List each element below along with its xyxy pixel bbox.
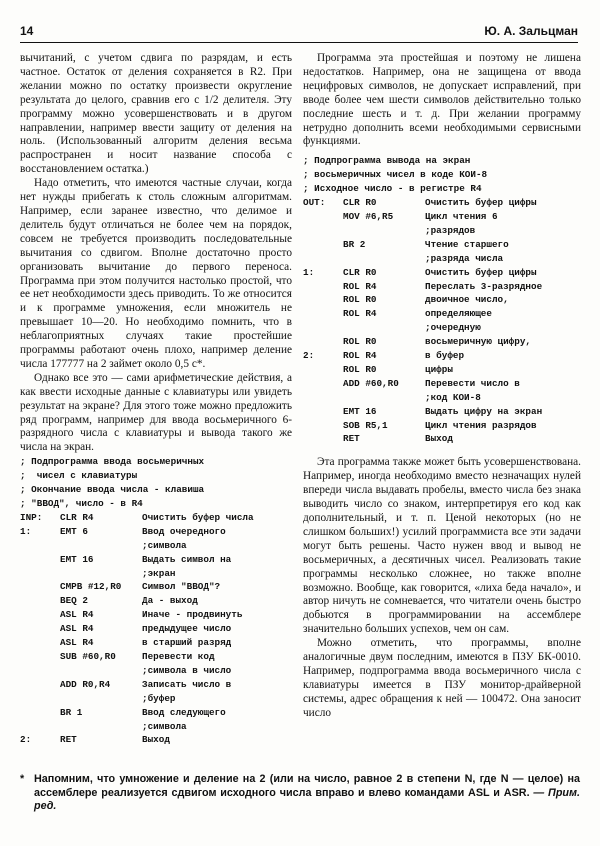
code-line bbox=[20, 622, 292, 636]
code-comment: ; Подпрограмма ввода восьмеричных bbox=[20, 456, 205, 468]
code-instruction: ASL R4 bbox=[60, 623, 94, 635]
code-line bbox=[303, 238, 581, 252]
code-instruction: ROL R4 bbox=[343, 350, 377, 362]
code-line-comment: двоичное число, bbox=[425, 294, 509, 306]
code-line bbox=[20, 608, 292, 622]
code-line bbox=[303, 321, 581, 335]
code-label bbox=[20, 664, 60, 678]
code-line bbox=[303, 196, 581, 210]
paragraph: Эта программа также может быть усовершенствована. Например, иногда необходимо вместо незначащих нулей впереди числа выдавать пробелы, вместо числа без знака выводить число со знаком, интерпретируя его код как дополнительный, и т. п. Ценой некоторых (но не слишком больших!) усилий программиста все эти задачи могут быть решены. Часто нужен ввод и вывод не восьмеричных, а десятичных чисел. Реализовать такие программы несколько сложнее, но также вполне возможно. Вообще, как говорится, «лиха беда начало», и автор ничуть не сомневается, что читатели очень быстро добьются в программировании на ассемблере значительно больших успехов, чем он сам. bbox=[303, 456, 581, 636]
code-instruction: BEQ 2 bbox=[60, 595, 88, 607]
code-line bbox=[303, 432, 581, 446]
code-line bbox=[303, 419, 581, 433]
code-line-comment: Выход bbox=[142, 734, 170, 746]
code-line-comment: Ввод очередного bbox=[142, 525, 226, 537]
code-instruction bbox=[60, 567, 142, 581]
left-column bbox=[20, 52, 292, 747]
code-line bbox=[20, 664, 292, 678]
footnote-text: Напомним, что умножение и деление на 2 (или на число, равное 2 в степени N, где N — целое) на ассемблере реализуется сдвигом исходного числа вправо и влево командами ASL и ASR. bbox=[34, 773, 580, 799]
code-line-comment: цифры bbox=[425, 363, 453, 375]
code-line-comment: ;символа bbox=[142, 720, 187, 732]
code-line-comment: Очистить буфер цифры bbox=[425, 266, 537, 278]
code-label bbox=[303, 210, 343, 224]
code-instruction: BR 2 bbox=[343, 238, 366, 250]
code-label bbox=[303, 377, 343, 391]
code-line bbox=[303, 224, 581, 238]
code-line-comment: ;символа в число bbox=[142, 664, 232, 676]
code-line-comment: Чтение старшего bbox=[425, 238, 509, 250]
code-instruction: CMPB #12,R0 bbox=[60, 581, 122, 593]
code-line-comment: Иначе - продвинуть bbox=[142, 609, 243, 621]
code-label bbox=[303, 405, 343, 419]
code-instruction bbox=[60, 539, 142, 553]
code-line bbox=[20, 733, 292, 747]
code-line bbox=[303, 391, 581, 405]
code-label bbox=[303, 391, 343, 405]
code-instruction: EMT 16 bbox=[343, 405, 377, 417]
code-line-comment: Цикл чтения разрядов bbox=[425, 419, 537, 431]
code-line-comment: в старший разряд bbox=[142, 637, 232, 649]
code-instruction: SUB #60,R0 bbox=[60, 650, 116, 662]
code-label bbox=[303, 293, 343, 307]
paragraph: Однако все это — сами арифметические действия, а как ввести исходные данные с клавиатуры или увидеть результат на экране? Для этого тоже можно предложить ряд программ, например для ввода восьмеричного 6-разрядного числа с клавиатуры и вывода такого же числа на экран. bbox=[20, 371, 292, 454]
code-line-comment: Ввод следующего bbox=[142, 706, 226, 718]
code-line bbox=[20, 539, 292, 553]
code-line bbox=[303, 266, 581, 280]
code-label bbox=[303, 432, 343, 446]
code-line-comment: ;буфер bbox=[142, 692, 176, 704]
code-line bbox=[20, 650, 292, 664]
code-line-comment: ;экран bbox=[142, 567, 176, 579]
code-label bbox=[303, 224, 343, 238]
code-label: INP: bbox=[20, 511, 43, 523]
code-line bbox=[303, 349, 581, 363]
code-instruction: CLR R0 bbox=[343, 266, 377, 278]
code-instruction bbox=[343, 321, 425, 335]
code-instruction bbox=[60, 692, 142, 706]
code-instruction: RET bbox=[60, 734, 77, 746]
code-line bbox=[20, 567, 292, 581]
code-line bbox=[20, 692, 292, 706]
code-line bbox=[20, 636, 292, 650]
code-instruction: ROL R4 bbox=[343, 280, 377, 292]
code-instruction: CLR R4 bbox=[60, 511, 94, 523]
code-label bbox=[303, 321, 343, 335]
code-label bbox=[20, 608, 60, 622]
running-head: Ю. А. Зальцман bbox=[484, 24, 578, 38]
code-line bbox=[303, 377, 581, 391]
code-instruction: EMT 16 bbox=[60, 553, 94, 565]
footnote-body bbox=[34, 773, 580, 814]
paragraph: Надо отметить, что имеются частные случаи, когда нет нужды прибегать к столь сложным алгоритмам. Например, если заранее известно, что делимое и делитель будут отличаться не более чем на порядок, совсем не требуется производить последовательные вычитания со сдвигом. Вполне достаточно просто организовать вычитание до первого переноса. Программа при этом получится настолько простой, что ее нет необходимости здесь приводить. То же относится и к программе умножения, если множитель не превышает 10—20. Но необходимо помнить, что в неблагоприятных случаях такие простейшие программы работают очень плохо, например деление числа 177777 на 2 займет около 0,5 с*. bbox=[20, 177, 292, 370]
code-line-comment: определяющее bbox=[425, 308, 492, 320]
code-line bbox=[303, 335, 581, 349]
code-line bbox=[303, 293, 581, 307]
code-line bbox=[20, 594, 292, 608]
code-instruction bbox=[343, 391, 425, 405]
code-line-comment: восьмеричную цифру, bbox=[425, 336, 532, 348]
code-instruction bbox=[343, 224, 425, 238]
code-line-comment: в буфер bbox=[425, 350, 465, 362]
code-line-comment: Цикл чтения 6 bbox=[425, 210, 498, 222]
code-line-comment: Перевести число в bbox=[425, 377, 520, 389]
code-instruction: CLR R0 bbox=[343, 197, 377, 209]
code-instruction: ROL R0 bbox=[343, 294, 377, 306]
code-label bbox=[20, 567, 60, 581]
code-comment: ; Окончание ввода числа - клавиша bbox=[20, 484, 205, 496]
code-label bbox=[303, 252, 343, 266]
code-label bbox=[20, 650, 60, 664]
code-label bbox=[20, 622, 60, 636]
code-line-comment: ;разряда числа bbox=[425, 252, 504, 264]
code-listing-input bbox=[20, 455, 292, 747]
header-rule bbox=[20, 42, 578, 43]
code-line bbox=[20, 580, 292, 594]
code-instruction: ASL R4 bbox=[60, 637, 94, 649]
code-label bbox=[303, 307, 343, 321]
code-comment: ; Подпрограмма вывода на экран bbox=[303, 155, 471, 167]
code-instruction: ASL R4 bbox=[60, 609, 94, 621]
code-line bbox=[20, 706, 292, 720]
code-instruction: BR 1 bbox=[60, 706, 83, 718]
code-label bbox=[20, 678, 60, 692]
paragraph: вычитаний, с учетом сдвига по разрядам, и есть частное. Остаток от деления сохраняется в R2. При желании можно по остатку произвести округление результата до целого, сравнив его с 1/2 делителя. Эту программу можно усовершенствовать и в другом направлении, например ввести защиту от деления на ноль. (Использованный алгоритм деления весьма распространен и носит название способа с восстановлением остатка.) bbox=[20, 52, 292, 176]
code-instruction: ROL R4 bbox=[343, 308, 377, 320]
code-instruction: ADD #60,R0 bbox=[343, 377, 399, 389]
code-line-comment: Выдать цифру на экран bbox=[425, 405, 543, 417]
code-line bbox=[20, 720, 292, 734]
code-line bbox=[303, 405, 581, 419]
right-column bbox=[303, 52, 581, 721]
code-line-comment: Да - выход bbox=[142, 595, 198, 607]
code-instruction: ROL R0 bbox=[343, 363, 377, 375]
code-label bbox=[303, 419, 343, 433]
code-instruction: SOB R5,1 bbox=[343, 419, 388, 431]
code-comment: ; восьмеричных чисел в коде КОИ-8 bbox=[303, 169, 488, 181]
code-line bbox=[303, 252, 581, 266]
code-line-comment: Очистить буфер числа bbox=[142, 511, 254, 523]
code-line-comment: Выход bbox=[425, 433, 453, 445]
page-header bbox=[20, 24, 578, 42]
code-line-comment: ;очередную bbox=[425, 322, 481, 334]
code-instruction: ADD R0,R4 bbox=[60, 678, 111, 690]
code-label bbox=[303, 363, 343, 377]
code-label: 2: bbox=[303, 350, 315, 362]
code-line bbox=[303, 280, 581, 294]
code-instruction bbox=[60, 664, 142, 678]
footnote bbox=[20, 773, 580, 814]
code-instruction: MOV #6,R5 bbox=[343, 210, 394, 222]
code-instruction bbox=[60, 720, 142, 734]
footnote-marker: * bbox=[20, 773, 25, 785]
code-line-comment: ;код КОИ-8 bbox=[425, 391, 481, 403]
code-label bbox=[303, 335, 343, 349]
code-line bbox=[303, 363, 581, 377]
code-label: OUT: bbox=[303, 197, 326, 209]
code-label bbox=[20, 636, 60, 650]
code-instruction: EMT 6 bbox=[60, 525, 88, 537]
paragraph: Программа эта простейшая и поэтому не лишена недостатков. Например, она не защищена от ввода нецифровых символов, не допускает исправлений, при вводе более чем шести символов действительно только последние шесть и т. д. При желании программу нетрудно дополнить всеми необходимыми сервисными функциями. bbox=[303, 52, 581, 148]
code-label bbox=[20, 720, 60, 734]
code-label bbox=[20, 539, 60, 553]
paragraph: Можно отметить, что программы, вполне аналогичные двум последним, имеются в ПЗУ БК-0010. Например, подпрограмма ввода восьмеричного числа с клавиатуры имеется в ПЗУ монитор-драйверной системы, адрес обращения к ней — 100472. Она заносит число bbox=[303, 637, 581, 719]
code-label: 1: bbox=[20, 525, 32, 537]
footnote-editor-note: — Прим. ред. bbox=[34, 786, 581, 813]
code-line bbox=[20, 553, 292, 567]
code-line bbox=[303, 210, 581, 224]
code-comment: ; чисел с клавиатуры bbox=[20, 470, 138, 482]
code-line-comment: Очистить буфер цифры bbox=[425, 197, 537, 209]
code-listing-output bbox=[303, 154, 581, 446]
code-instruction: RET bbox=[343, 433, 360, 445]
code-label bbox=[20, 553, 60, 567]
code-label bbox=[303, 280, 343, 294]
code-line-comment: Выдать символ на bbox=[142, 553, 232, 565]
code-label: 2: bbox=[20, 734, 32, 746]
code-line-comment: ;символа bbox=[142, 539, 187, 551]
page-number: 14 bbox=[20, 24, 34, 38]
code-line-comment: Записать число в bbox=[142, 678, 232, 690]
code-label bbox=[20, 692, 60, 706]
code-line bbox=[20, 511, 292, 525]
code-line-comment: Перевести код bbox=[142, 650, 215, 662]
code-line-comment: ;разрядов bbox=[425, 224, 476, 236]
code-instruction bbox=[343, 252, 425, 266]
code-line-comment: Символ "ВВОД"? bbox=[142, 581, 221, 593]
code-label: 1: bbox=[303, 266, 315, 278]
code-label bbox=[303, 238, 343, 252]
code-instruction: ROL R0 bbox=[343, 336, 377, 348]
code-label bbox=[20, 706, 60, 720]
code-line-comment: предыдущее число bbox=[142, 623, 232, 635]
code-line bbox=[303, 307, 581, 321]
code-label bbox=[20, 580, 60, 594]
code-label bbox=[20, 594, 60, 608]
code-line bbox=[20, 525, 292, 539]
code-comment: ; "ВВОД", число - в R4 bbox=[20, 498, 143, 509]
code-comment: ; Исходное число - в регистре R4 bbox=[303, 183, 482, 195]
code-line bbox=[20, 678, 292, 692]
code-line-comment: Переслать 3-разрядное bbox=[425, 280, 543, 292]
